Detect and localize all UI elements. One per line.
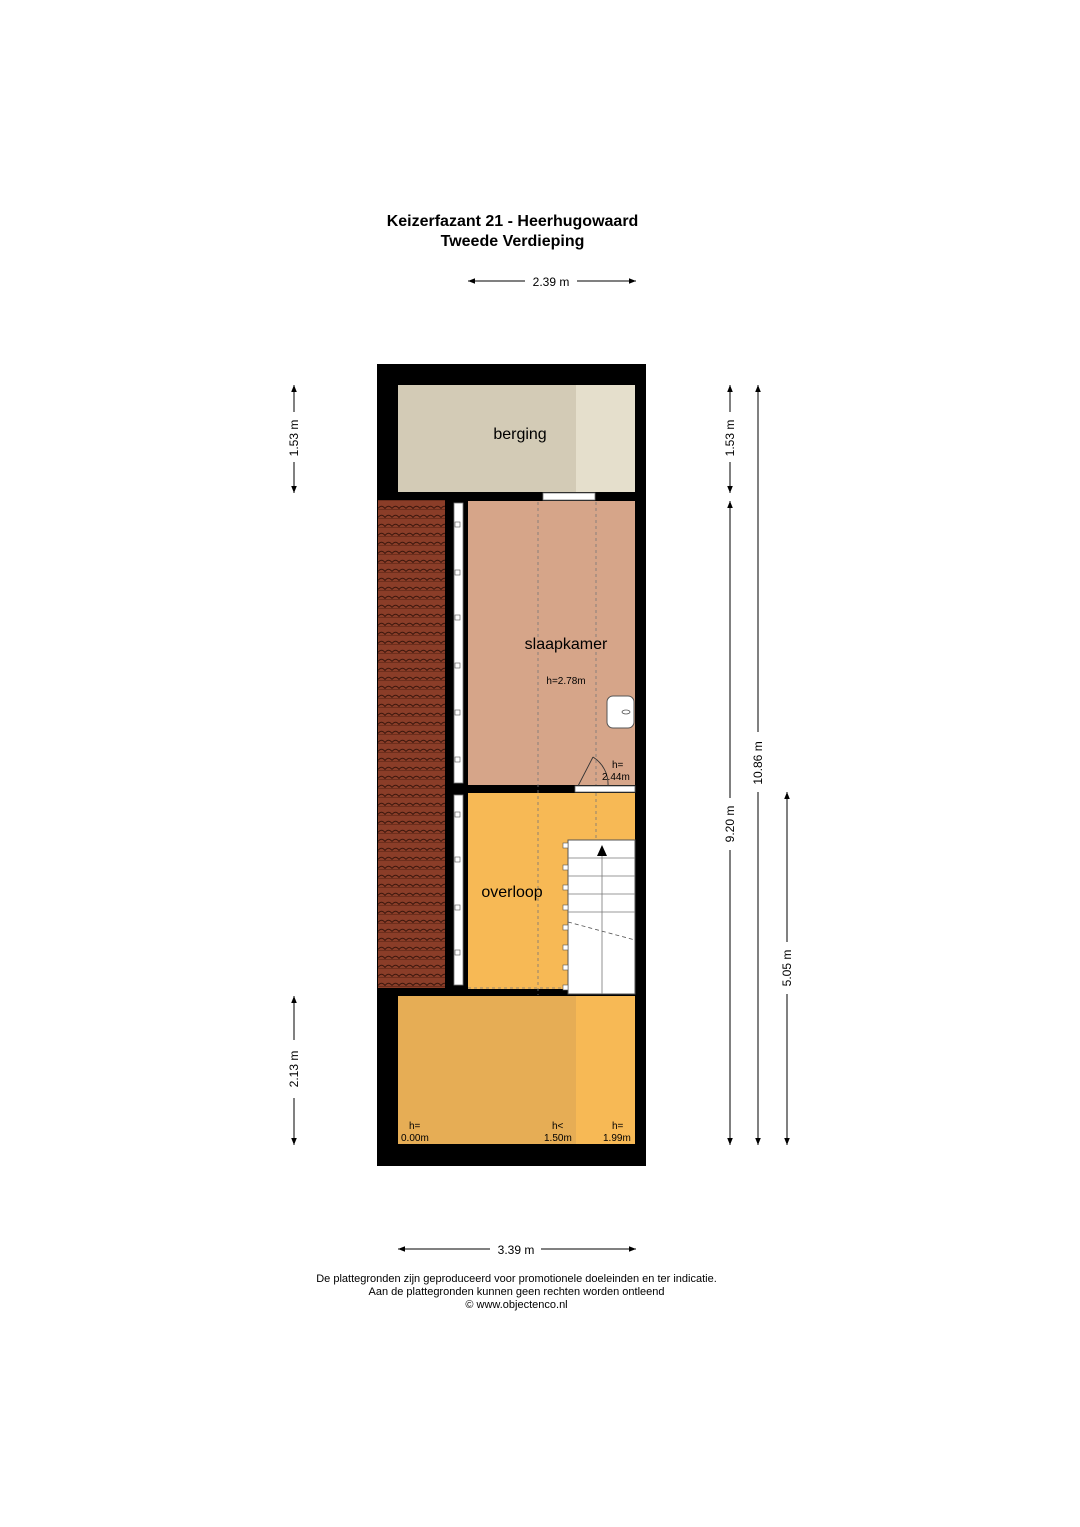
roof-tiles <box>378 500 445 990</box>
window-strip <box>454 503 463 783</box>
height-value-0: 0.00m <box>401 1133 429 1144</box>
lower-area-dark <box>398 996 576 1144</box>
disclaimer-line-2: Aan de plattegronden kunnen geen rechten worden ontleend <box>368 1286 665 1298</box>
height-value-1: 1.50m <box>544 1133 572 1144</box>
height-value-2: 1.99m <box>603 1133 631 1144</box>
height-label-2: h= <box>612 1121 624 1132</box>
height-label-0: h= <box>409 1121 421 1132</box>
room-label-slaapkamer: slaapkamer <box>524 636 608 653</box>
interior-wall <box>445 785 575 793</box>
room-height-slaapkamer: h=2.78m <box>546 676 586 687</box>
dim-right-mid: 9.20 m <box>723 805 737 843</box>
dim-bottom-width: 3.39 m <box>497 1243 535 1257</box>
dim-left-bottom: 2.13 m <box>287 1050 301 1088</box>
berging-light-area <box>576 385 635 492</box>
copyright-line: © www.objectenco.nl <box>465 1299 568 1311</box>
dim-right-low: 5.05 m <box>780 949 794 987</box>
plan-title: Keizerfazant 21 - Heerhugowaard <box>386 213 639 230</box>
disclaimer-line-1: De plattegronden zijn geproduceerd voor promotionele doeleinden en ter indicatie. <box>316 1273 717 1285</box>
room-label-overloop: overloop <box>481 884 543 901</box>
interior-wall-lower <box>378 988 468 996</box>
staircase <box>568 840 635 994</box>
height-label-1: h< <box>552 1121 564 1132</box>
lower-area-light <box>576 996 635 1144</box>
door-height-value: 2.44m <box>602 772 630 783</box>
dim-right-total: 10.86 m <box>751 741 765 785</box>
dim-right-top: 1.53 m <box>723 419 737 457</box>
door-height-label: h= <box>612 760 624 771</box>
window-strip <box>454 795 463 985</box>
plan-subtitle: Tweede Verdieping <box>440 233 585 250</box>
dim-top-width: 2.39 m <box>532 275 570 289</box>
room-label-berging: berging <box>493 426 547 443</box>
dim-left-top: 1.53 m <box>287 419 301 457</box>
door-frame <box>575 786 635 792</box>
door-opening-berging <box>543 493 595 500</box>
